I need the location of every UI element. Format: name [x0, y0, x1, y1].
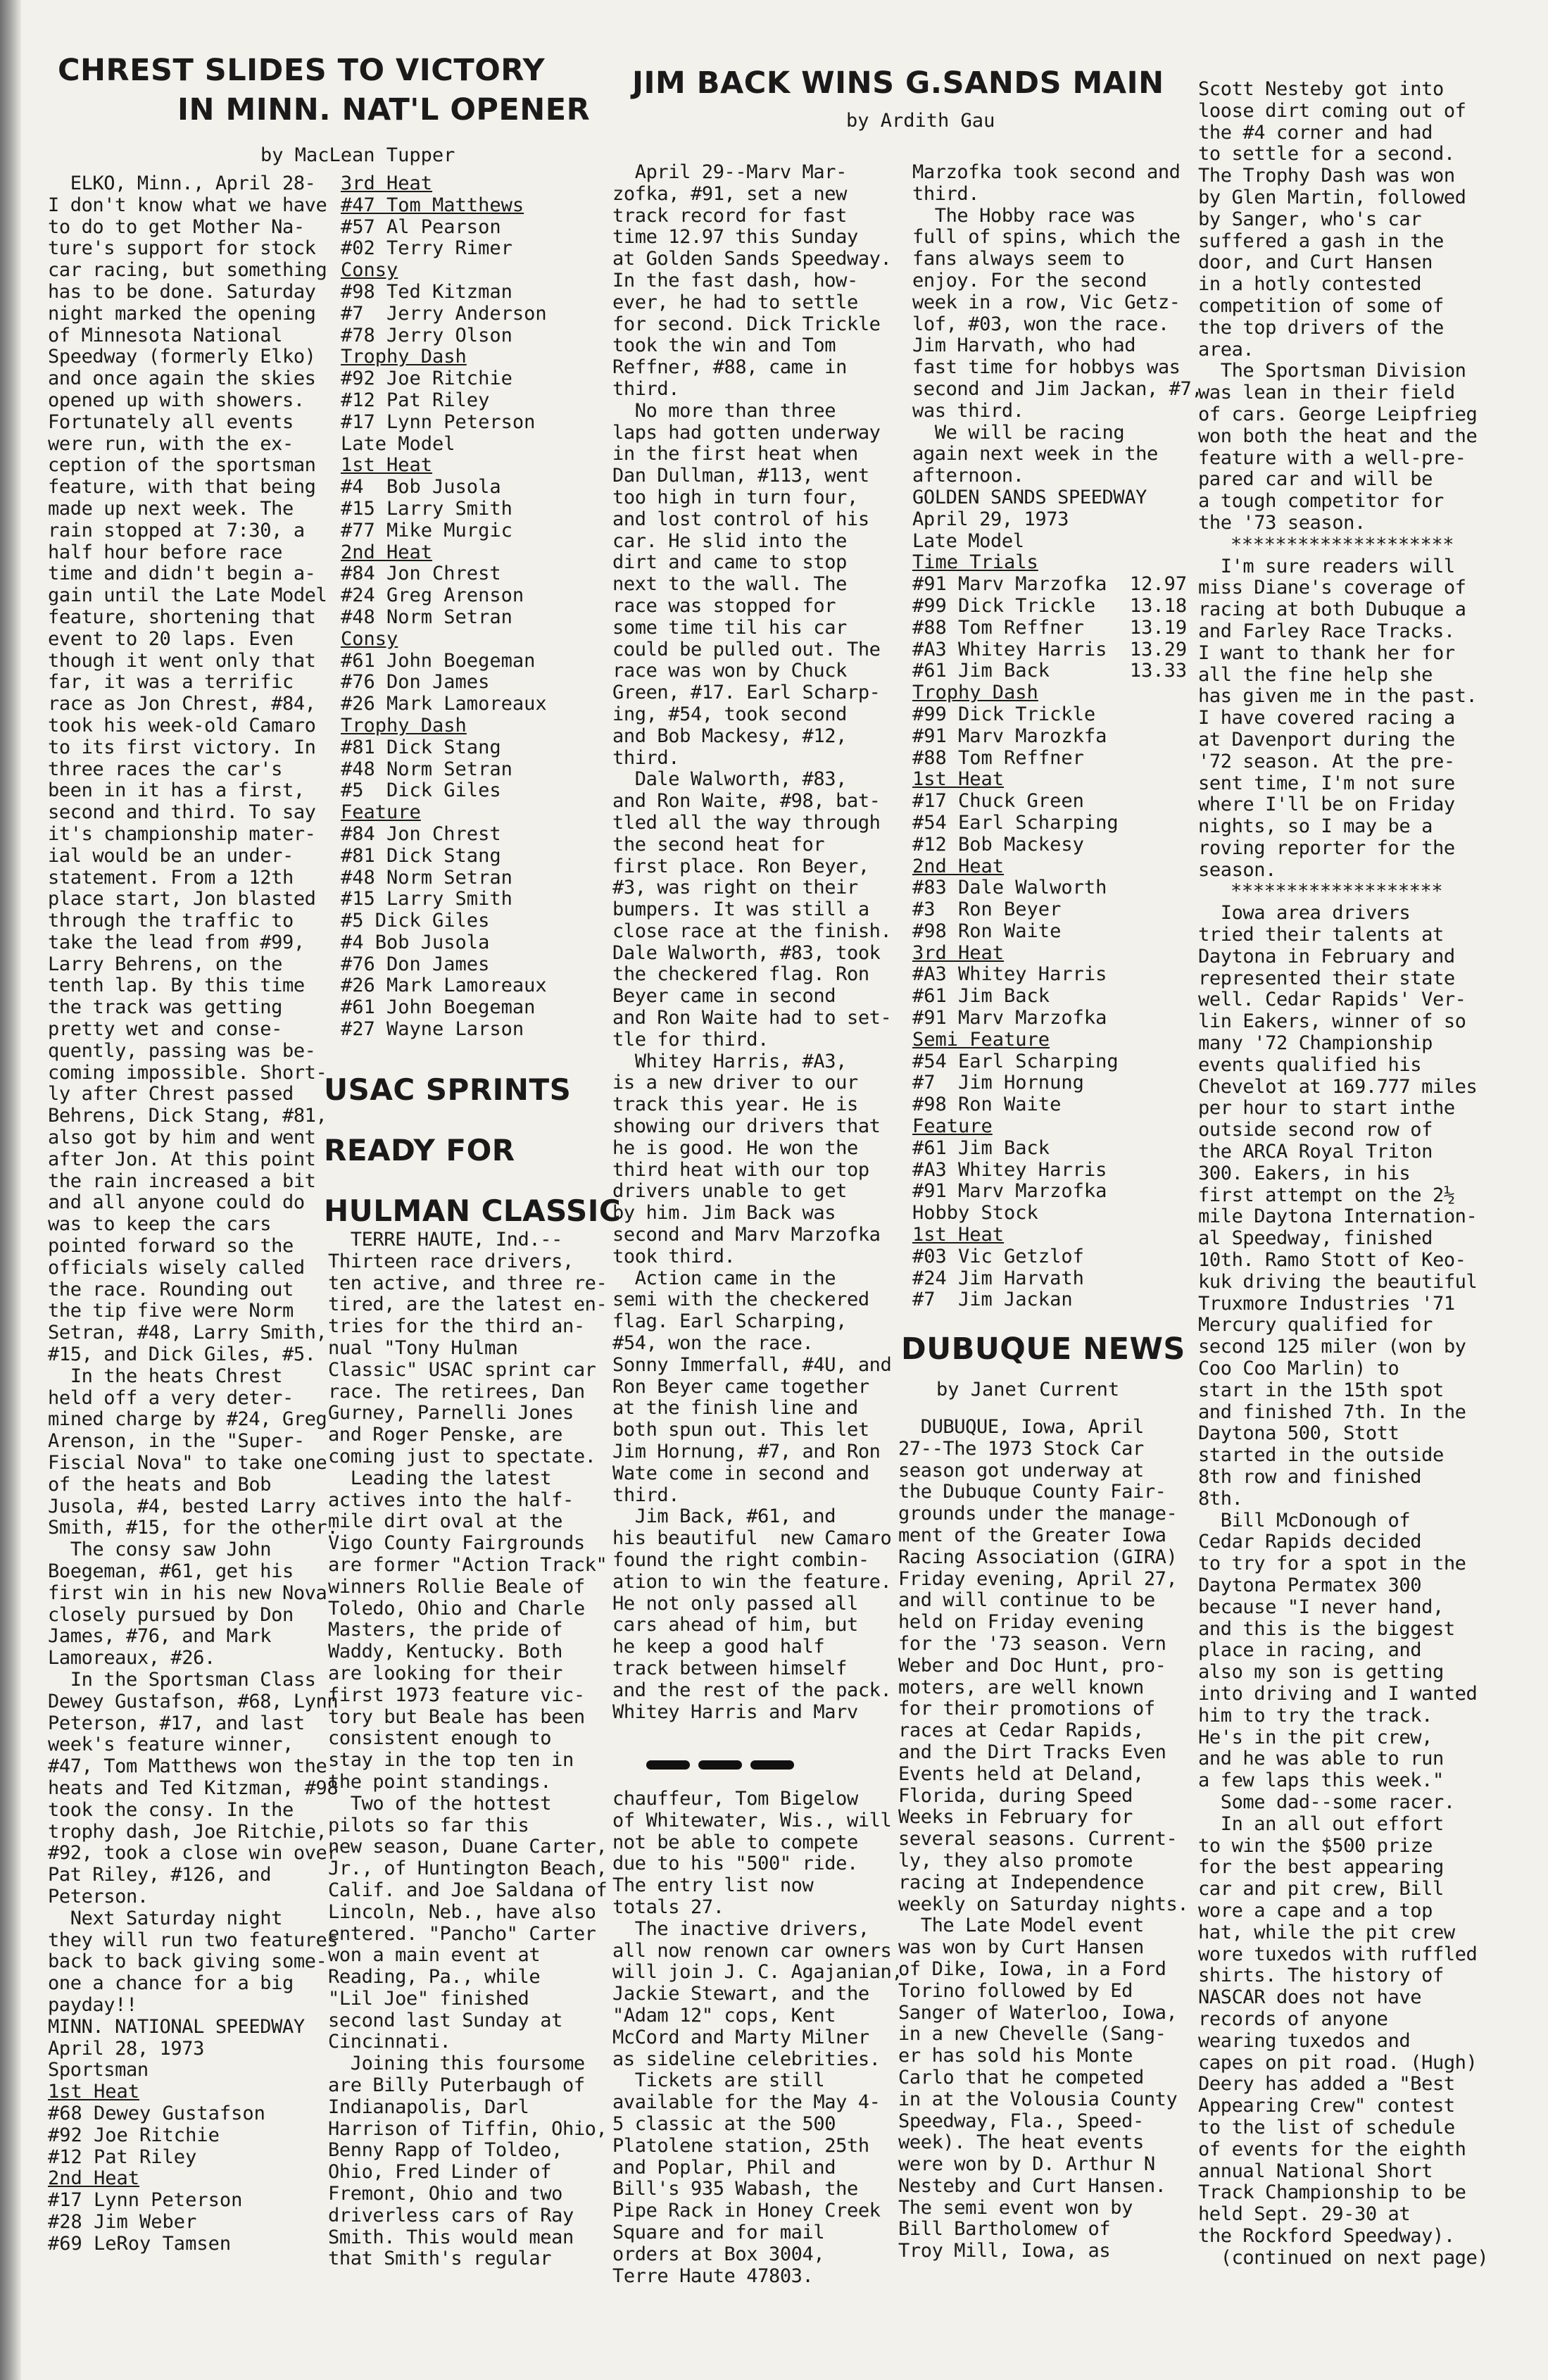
results-line: #26 Mark Lamoreaux — [341, 975, 547, 997]
results-line: #91 Marv Marzofka — [912, 1007, 1107, 1029]
byline-dubuque: by Janet Current — [936, 1379, 1120, 1401]
results-line: #54 Earl Scharping — [912, 1050, 1119, 1072]
results-line: #68 Dewey Gustafson — [48, 2102, 265, 2124]
results-subheading: Time Trials — [912, 551, 1038, 574]
results-line: Late Model — [341, 432, 455, 455]
section-separator-icon — [646, 1759, 803, 1770]
results-line: #92 Joe Ritchie — [48, 2124, 220, 2146]
headline-line-2: IN MINN. NAT'L OPENER — [177, 92, 591, 127]
results-line: Hobby Stock — [912, 1202, 1038, 1225]
usac-headline-1: USAC SPRINTS — [324, 1072, 572, 1107]
page-edge-shadow — [0, 0, 21, 2380]
star-divider-1: ******************** — [1231, 533, 1454, 556]
results-subheading: 1st Heat — [341, 454, 433, 477]
results-line: #98 Ron Waite — [912, 920, 1062, 942]
results-line: #91 Marv Marzofka — [912, 1180, 1107, 1203]
headline-line-1: CHREST SLIDES TO VICTORY — [58, 53, 546, 88]
results-line: #7 Jerry Anderson — [341, 302, 547, 325]
article-jim-back-body: April 29--Marv Mar- zofka, #91, set a new track record for fast time 12.97 this Sunday at Golden Sands Speedway. In the fast dash, how- ever, he had to settle for second. Dick Trickle took the win and Tom Reffner, #88, came in third. No more than three laps had gotten underway in the first heat when Dan Dullman, #113, went too high in turn four, and lost control of his car. He slid into the dirt and came to stop next to the wall. The race was stopped for some time til his car could be pulled out. The race was won by Chuck Green, #17. Earl Scharp- ing, #54, took second and Bob Mackesy, #12, third. Dale Walworth, #83, and Ron Waite, #98, bat- tled all the way through the second heat for first place. Ron Beyer, #3, was right on their bumpers. It was still a close race at the finish. Dale Walworth, #83, took the checkered flag. Ron Beyer came in second and Ron Waite had to set- tle for third. Whitey Harris, #A3, is a new driver to our track this year. He is showing our drivers that he is good. He won the third heat with our top drivers unable to get by him. Jim Back was second and Marv Marzofka took third. Action came in the semi with the checkered flag. Earl Scharping, #54, won the race. Sonny Immerfall, #4U, and Ron Beyer came together at the finish line and both spun out. This let Jim Hornung, #7, and Ron Wate come in second and third. Jim Back, #61, and his beautiful new Camaro found the right combin- ation to win the feature. He not only passed all cars ahead of him, but he keep a good half track between himself and the rest of the pack. Whitey Harris and Marv — [612, 161, 892, 1723]
results-subheading: 2nd Heat — [341, 541, 433, 563]
results-line: #12 Bob Mackesy — [912, 833, 1084, 856]
results-line: #4 Bob Jusola — [341, 931, 490, 953]
results-line: #76 Don James — [341, 953, 490, 975]
results-line: #3 Ron Beyer — [912, 898, 1062, 921]
results-chrest-a — [48, 2081, 338, 2255]
results-line: #02 Terry Rimer — [341, 237, 512, 260]
byline-jim-back: by Ardith Gau — [846, 110, 995, 132]
results-subheading: Semi Feature — [912, 1028, 1050, 1051]
results-line: #61 John Boegeman — [341, 996, 536, 1019]
results-subheading: 3rd Heat — [912, 941, 1005, 964]
article-usac-body-continued: chauffeur, Tom Bigelow of Whitewater, Wis., will not be able to compete due to his "500" ride. The entry list now totals 27. The inactive drivers, all now renown car owners will join J. C. Agajanian, Jackie Stewart, and the "Adam 12" cops, Kent McCord and Marty Milner as sideline celebrities. Tickets are still available for the May 4- 5 classic at the 500 Platolene station, 25th and Poplar, Phil and Bill's 935 Wabash, the Pipe Rack in Honey Creek Square and for mail orders at Box 3004, Terre Haute 47803. — [612, 1788, 903, 2287]
results-line: #A3 Whitey Harris 13.29 — [912, 638, 1188, 660]
results-line: #03 Vic Getzlof — [912, 1245, 1084, 1267]
byline-chrest: by MacLean Tupper — [260, 144, 455, 166]
article-dubuque-body-2: I'm sure readers will miss Diane's coverage of racing at both Dubuque a and Farley Race Tracks. I want to thank her for all the fine help she has given me in the past. I have covered racing a at Davenport during the '72 season. At the pre- sent time, I'm not sure where I'll be on Friday nights, so I may be a roving reporter for the season. — [1198, 555, 1478, 881]
results-line: #24 Jim Harvath — [912, 1267, 1084, 1289]
results-line: #81 Dick Stang — [341, 844, 501, 867]
results-line: #61 Jim Back — [912, 985, 1050, 1008]
article-usac-body: TERRE HAUTE, Ind.-- Thirteen race drivers, ten active, and three re- tired, are the latest en- tries for the third an- nual "Tony Hulman Classic" USAC sprint car race. The retirees, Dan Gurney, Parnelli Jones and Roger Penske, are coming just to spectate. Leading the latest actives into the half- mile dirt oval at the Vigo County Fairgrounds are former "Action Track" winners Rollie Beale of Toledo, Ohio and Charle Masters, the pride of Waddy, Kentucky. Both are looking for their first 1973 feature vic- tory but Beale has been consistent enough to stay in the top ten in the point standings. Two of the hottest pilots so far this new season, Duane Carter, Jr., of Huntington Beach, Calif. and Joe Saldana of Lincoln, Neb., have also entered. "Pancho" Carter won a main event at Reading, Pa., while "Lil Joe" finished second last Sunday at Cincinnati. Joining this foursome are Billy Puterbaugh of Indianapolis, Darl Harrison of Tiffin, Ohio, Benny Rapp of Toldeo, Ohio, Fred Linder of Fremont, Ohio and two driverless cars of Ray Smith. This would mean that Smith's regular — [328, 1229, 608, 2270]
results-subheading: Feature — [341, 801, 421, 824]
results-line: #99 Dick Trickle 13.18 — [912, 594, 1188, 617]
results-subheading: #47 Tom Matthews — [341, 194, 524, 216]
results-line: #88 Tom Reffner 13.19 — [912, 616, 1188, 639]
article-dubuque-body-continued: Scott Nesteby got into loose dirt coming out of the #4 corner and had to settle for a second. The Trophy Dash was won by Glen Martin, followed by Sanger, who's car suffered a gash in the door, and Curt Hansen in a hotly contested competition of some of the top drivers of the area. The Sportsman Division was lean in their field of cars. George Leipfrieg won both the heat and the feature with a well-pre- pared car and will be a tough competitor for the '73 season. — [1198, 78, 1478, 534]
article-jim-back-body-continued: Marzofka took second and third. The Hobby race was full of spins, which the fans always seem to enjoy. For the second week in a row, Vic Getz- lof, #03, won the race. Jim Harvath, who had fast time for hobbys was second and Jim Jackan, #7, was third. We will be racing again next week in the afternoon. GOLDEN SANDS SPEEDWAY April 29, 1973 Late Model — [912, 161, 1203, 552]
results-line: #12 Pat Riley — [48, 2146, 197, 2168]
results-chrest-b — [341, 173, 547, 1041]
results-line: #5 Dick Giles — [341, 779, 501, 802]
results-line: #28 Jim Weber — [48, 2210, 197, 2233]
results-line: #57 Al Pearson — [341, 215, 501, 238]
results-line: #48 Norm Setran — [341, 866, 512, 889]
results-line: #69 LeRoy Tamsen — [48, 2232, 232, 2255]
results-subheading: Trophy Dash — [341, 714, 467, 737]
results-line: #91 Marv Marozkfa — [912, 725, 1107, 747]
results-subheading: Consy — [341, 259, 398, 282]
results-line: #15 Larry Smith — [341, 888, 512, 910]
headline-jim-back: JIM BACK WINS G.SANDS MAIN — [632, 65, 1164, 101]
results-line: #84 Jon Chrest — [341, 822, 501, 845]
results-line: #76 Don James — [341, 671, 490, 694]
results-subheading: Trophy Dash — [912, 682, 1038, 704]
results-line: #17 Chuck Green — [912, 790, 1084, 813]
results-subheading: 1st Heat — [912, 1224, 1005, 1246]
article-dubuque-body: DUBUQUE, Iowa, April 27--The 1973 Stock Car season got underway at the Dubuque County Fair- grounds under the manage- ment of the Greater Iowa Racing Association (GIRA) Friday evening, April 27, and will continue to be held on Friday evening for the '73 season. Vern Weber and Doc Hunt, pro- moters, are well known for their promotions of races at Cedar Rapids, and the Dirt Tracks Even Events held at Deland, Florida, during Speed Weeks in February for several seasons. Current- ly, they also promote racing at Independence weekly on Saturday nights. The Late Model event was won by Curt Hansen of Dike, Iowa, in a Ford Torino followed by Ed Sanger of Waterloo, Iowa, in a new Chevelle (Sang- er has sold his Monte Carlo that he competed in at the Volousia County Speedway, Fla., Speed- week). The heat events were won by D. Arthur N Nesteby and Curt Hansen. The semi event won by Bill Bartholomew of Troy Mill, Iowa, as — [898, 1416, 1189, 2262]
results-line: #98 Ron Waite — [912, 1094, 1062, 1116]
results-line: #61 Jim Back — [912, 1136, 1050, 1159]
results-subheading: Feature — [912, 1115, 993, 1138]
results-line: #48 Norm Setran — [341, 606, 512, 628]
results-subheading: 1st Heat — [912, 768, 1005, 791]
results-line: #88 Tom Reffner — [912, 746, 1084, 769]
article-dubuque-body-3: Iowa area drivers tried their talents at Daytona in February and represented their state well. Cedar Rapids' Ver- lin Eakers, winner of so many '72 Championship events qualified his Chevelot at 169.777 miles per hour to start inthe outside second row of the ARCA Royal Triton 300. Eakers, in his first attempt on the 2½ mile Daytona Internation- al Speedway, finished 10th. Ramo Stott of Keo- kuk driving the beautiful Truxmore Industries '71 Mercury qualified for second 125 miler (won by Coo Coo Marlin) to start in the 15th spot and finished 7th. In the Daytona 500, Stott started in the outside 8th row and finished 8th. Bill McDonough of Cedar Rapids decided to try for a spot in the Daytona Permatex 300 because "I never hand, and this is the biggest place in racing, and also my son is getting into driving and I wanted him to try the track. He's in the pit crew, and he was able to run a few laps this week." Some dad--some racer. In an all out effort to win the $500 prize for the best appearing car and pit crew, Bill wore a cape and a top hat, while the pit crew wore tuxedos with ruffled shirts. The history of NASCAR does not have records of anyone wearing tuxedos and capes on pit road. (Hugh) Deery has added a "Best Appearing Crew" contest to the list of schedule of events for the eighth annual National Short Track Championship to be held Sept. 29-30 at the Rockford Speedway). (continued on next page) — [1198, 902, 1489, 2269]
article-usac-headline — [324, 1060, 621, 1241]
results-line: #91 Marv Marzofka 12.97 — [912, 573, 1188, 596]
results-subheading: 3rd Heat — [341, 173, 433, 194]
results-line: #12 Pat Riley — [341, 389, 490, 411]
results-golden-sands — [912, 552, 1202, 1311]
results-line: #81 Dick Stang — [341, 736, 501, 758]
results-line: #54 Earl Scharping — [912, 811, 1119, 834]
results-line: #77 Mike Murgic — [341, 519, 512, 541]
results-line: #A3 Whitey Harris — [912, 963, 1107, 986]
results-line: #4 Bob Jusola — [341, 476, 501, 499]
results-line: #61 Jim Back 13.33 — [912, 660, 1188, 682]
results-line: #98 Ted Kitzman — [341, 280, 512, 303]
results-line: #84 Jon Chrest — [341, 563, 501, 585]
results-subheading: Trophy Dash — [341, 346, 467, 368]
results-line: #78 Jerry Olson — [341, 324, 512, 346]
article-chrest-body: ELKO, Minn., April 28- I don't know what we have to do to get Mother Na- ture's support for stock car racing, but something has to be done. Saturday night marked the opening of Minnesota National Speedway (formerly Elko) and once again the skies opened up with showers. Fortunately all events were run, with the ex- ception of the sportsman feature, with that being made up next week. The rain stopped at 7:30, a half hour before race time and didn't begin a- gain until the Late Model feature, shortening that event to 20 laps. Even though it went only that far, it was a terrific race as Jon Chrest, #84, took his week-old Camaro to its first victory. In three races the car's been in it has a first, second and third. To say it's championship mater- ial would be an under- statement. From a 12th place start, Jon blasted through the traffic to take the lead from #99, Larry Behrens, on the tenth lap. By this time the track was getting pretty wet and conse- quently, passing was be- coming impossible. Short- ly after Chrest passed Behrens, Dick Stang, #81, also got by him and went after Jon. At this point the rain increased a bit and all anyone could do was to keep the cars pointed forward so the officials wisely called the race. Rounding out the tip five were Norm Setran, #48, Larry Smith, #15, and Dick Giles, #5. In the heats Chrest held off a very deter- mined charge by #24, Greg Arenson, in the "Super- Fiscial Nova" to take one of the heats and Bob Jusola, #4, bested Larry Smith, #15, for the other. The consy saw John Boegeman, #61, get his first win in his new Nova closely pursued by Don James, #76, and Mark Lamoreaux, #26. In the Sportsman Class Dewey Gustafson, #68, Lynn Peterson, #17, and last week's feature winner, #47, Tom Matthews won the heats and Ted Kitzman, #98 took the consy. In the trophy dash, Joe Ritchie, #92, took a close win over Pat Riley, #126, and Peterson. Next Saturday night they will run two features back to back giving some- one a chance for a big payday!! MINN. NATIONAL SPEEDWAY April 28, 1973 Sportsman — [48, 173, 339, 2081]
results-line: #83 Dale Walworth — [912, 877, 1107, 899]
results-line: #15 Larry Smith — [341, 497, 512, 520]
results-line: #92 Joe Ritchie — [341, 368, 512, 390]
results-line: #48 Norm Setran — [341, 758, 512, 780]
results-subheading: Consy — [341, 627, 398, 650]
results-line: #17 Lynn Peterson — [341, 411, 536, 433]
results-line: #24 Greg Arenson — [341, 584, 524, 607]
results-line: #61 John Boegeman — [341, 649, 536, 672]
results-line: #17 Lynn Peterson — [48, 2189, 243, 2212]
results-line: #99 Dick Trickle — [912, 703, 1096, 725]
headline-dubuque-news: DUBUQUE NEWS — [901, 1332, 1185, 1367]
results-subheading: 2nd Heat — [912, 855, 1005, 877]
results-line: #7 Jim Jackan — [912, 1289, 1073, 1311]
usac-headline-3: HULMAN CLASSIC — [324, 1194, 622, 1228]
results-line: #27 Wayne Larson — [341, 1018, 524, 1041]
results-line: #7 Jim Hornung — [912, 1072, 1084, 1094]
star-divider-2: ******************* — [1231, 880, 1443, 903]
results-line: #A3 Whitey Harris — [912, 1158, 1107, 1181]
results-line: #26 Mark Lamoreaux — [341, 693, 547, 715]
results-line: #5 Dick Giles — [341, 910, 490, 932]
article-chrest-headline — [42, 51, 590, 130]
results-subheading: 2nd Heat — [48, 2167, 140, 2190]
usac-headline-2: READY FOR — [324, 1133, 515, 1167]
results-subheading: 1st Heat — [48, 2081, 140, 2103]
